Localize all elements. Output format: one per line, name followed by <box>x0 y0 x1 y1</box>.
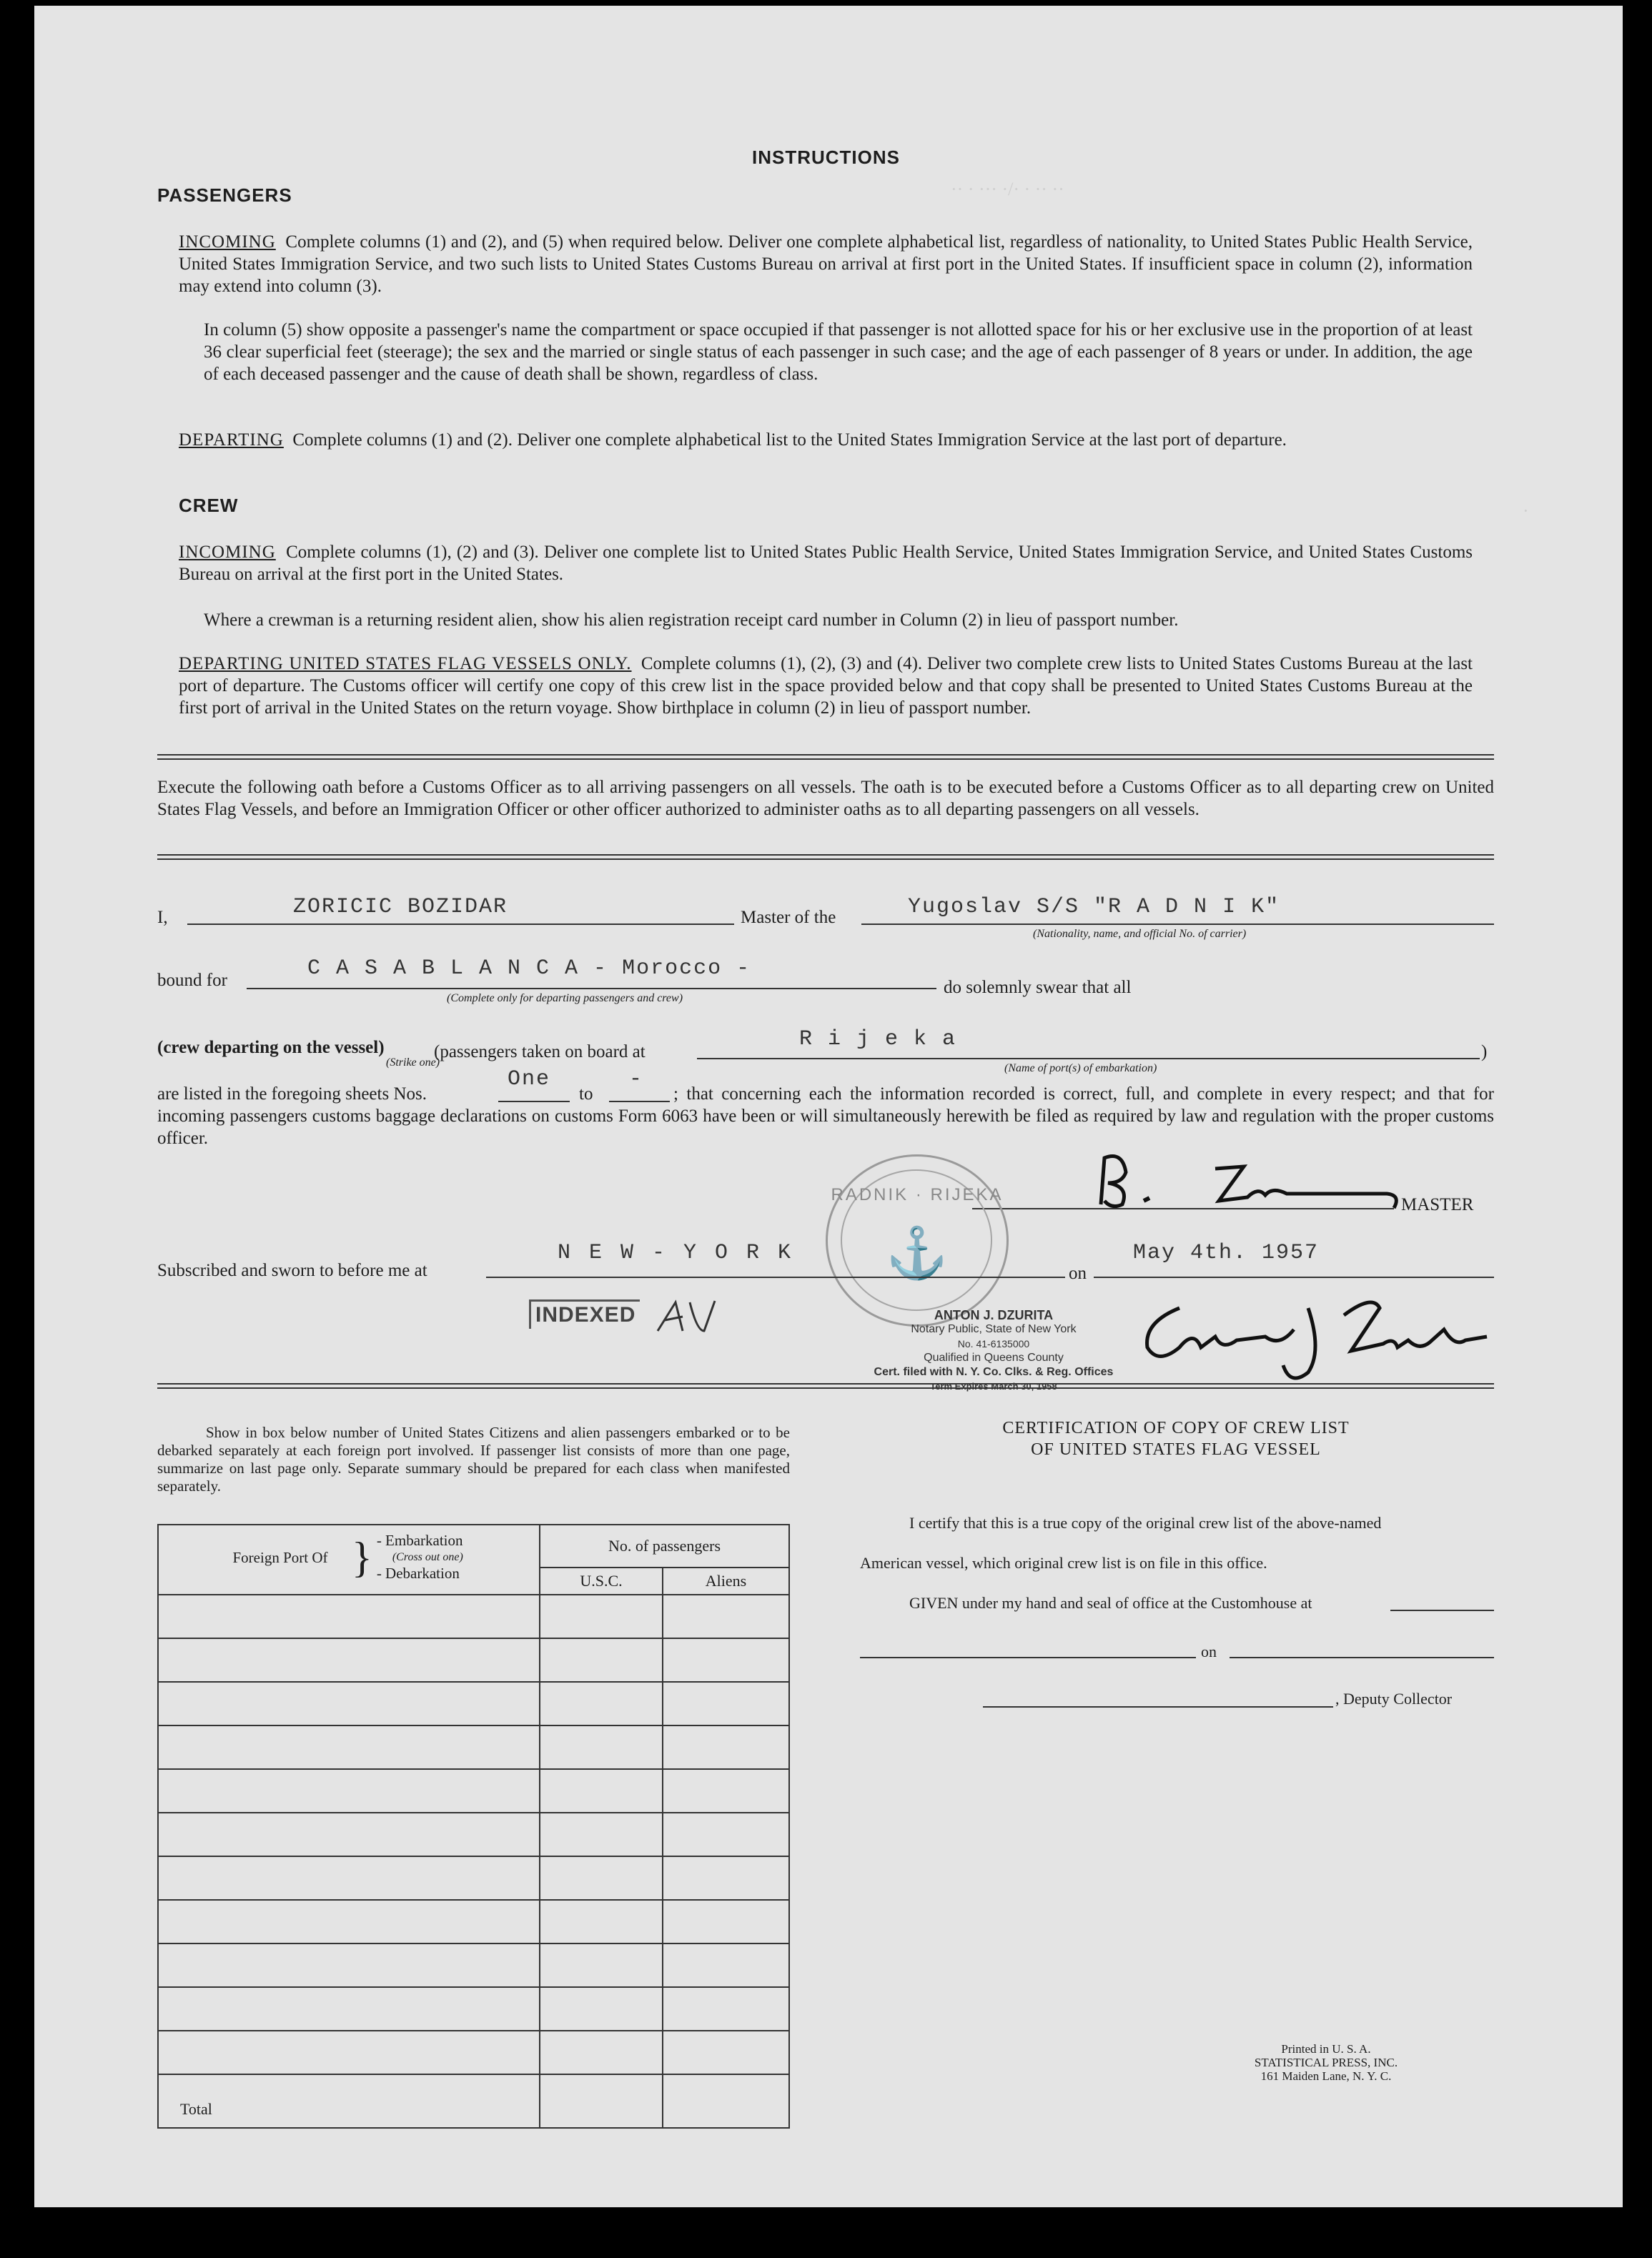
oath-instruction: Execute the following oath before a Customs Officer as to all arriving passengers on all vessels. The oath is to be executed before a Customs Officer as to all departing crew on United States Flag Vessels, and before an Immigration Officer or other officer authorized to administer oaths as to all departing passengers on all vessels. <box>157 778 1494 819</box>
indexed-initials <box>654 1295 718 1338</box>
port-value: R i j e k a <box>799 1027 957 1051</box>
master-signature <box>1072 1144 1408 1215</box>
destination-line <box>247 988 936 989</box>
passenger-departing-paragraph <box>179 429 1473 451</box>
notary-title: Notary Public, State of New York <box>911 1323 1077 1335</box>
flag-vessels-text: Complete columns (1), (2), (3) and (4). Deliver two complete crew lists to United States Customs Bureau at the last port of departure. The Customs officer will certify one copy of this crew list in the space provided below and that copy shall be presented to United States Customs Bureau at the first port of arrival in the United States on the return voyage. Show birthplace in column (2) in lieu of passport number. <box>179 654 1473 718</box>
table-row <box>158 1813 789 1856</box>
certification-title-line1: CERTIFICATION OF COPY OF CREW LIST <box>1002 1419 1350 1437</box>
oath-i-label: I, <box>157 908 168 927</box>
crew-incoming-label: INCOMING <box>179 543 276 562</box>
table-row <box>158 2031 789 2074</box>
vessel-value: Yugoslav S/S "R A D N I K" <box>908 895 1280 919</box>
indexed-stamp: INDEXED <box>529 1299 640 1329</box>
printer-line1: Printed in U. S. A. <box>1281 2042 1371 2056</box>
notary-county: Qualified in Queens County <box>924 1352 1064 1364</box>
no-passengers-header: No. of passengers <box>540 1525 789 1568</box>
bleed-through-mark: ·· · ··· ·/· · ·· ·· <box>951 179 1064 199</box>
sheet-from-value: One <box>508 1067 551 1091</box>
listed-sheets-label: are listed in the foregoing sheets Nos. <box>157 1084 427 1104</box>
aliens-header: Aliens <box>663 1568 789 1595</box>
crew-heading: CREW <box>179 495 239 516</box>
sworn-on-label: on <box>1069 1264 1087 1283</box>
master-name-line <box>187 923 734 925</box>
total-label: Total <box>158 2074 540 2128</box>
crew-incoming-text: Complete columns (1), (2) and (3). Deliver one complete list to United States Public Health Service, United States Immigration Service, and United States Customs Bureau on arrival at the first port in the United States. <box>179 543 1473 584</box>
certify-line2: American vessel, which original crew list is on file in this office. <box>860 1554 1267 1572</box>
departing-label: DEPARTING <box>179 430 284 450</box>
passenger-incoming-paragraph <box>179 231 1473 297</box>
bleed-through-mark: · <box>1523 500 1529 521</box>
table-row <box>158 1682 789 1725</box>
incoming-text: Complete columns (1) and (2), and (5) when required below. Deliver one complete alphabetical list, regardless of nationality, to United States Public Health Service, United States Immigration Service, and two such lists to United States Customs Bureau on arrival at first port in the United States. If insufficient space in column (2), information may extend into column (3). <box>179 232 1473 296</box>
table-row <box>158 1987 789 2031</box>
total-row <box>158 2074 789 2128</box>
sworn-date-value: May 4th. 1957 <box>1133 1241 1320 1265</box>
strike-caption: (Strike one) <box>386 1056 440 1069</box>
notary-name: ANTON J. DZURITA <box>934 1308 1054 1322</box>
cert-date-line <box>1230 1657 1494 1658</box>
listed-sheets-text: ; that concerning each the information recorded is correct, full, and complete in every respect; and that for incoming passengers customs baggage declarations on customs Form 6063 have been or will simultaneously herewith be filed as required by law and regulation with the proper customs officer. <box>157 1084 1494 1148</box>
foreign-port-label: Foreign Port Of <box>232 1548 328 1566</box>
sheet-to-label: to <box>579 1084 593 1104</box>
vessel-seal <box>826 1154 1009 1327</box>
certification-title <box>858 1417 1494 1460</box>
passengers-on-board-label: (passengers taken on board at <box>434 1042 646 1061</box>
summary-note: Show in box below number of United States Citizens and alien passengers embarked or to be debarked separately at each foreign port involved. If passenger list consists of more than one page, summarize on last page only. Separate summary should be prepared for each class when manifested separately. <box>157 1424 790 1495</box>
crew-departing-option: (crew departing on the vessel) <box>157 1038 385 1057</box>
bound-for-label: bound for <box>157 971 227 990</box>
sheet-to-value: - <box>629 1067 644 1091</box>
table-row <box>158 1856 789 1900</box>
crew-incoming-paragraph <box>179 541 1473 585</box>
destination-value: C A S A B L A N C A - Morocco - <box>307 956 751 981</box>
instructions-title: INSTRUCTIONS <box>752 147 900 168</box>
foreign-port-header <box>158 1525 540 1595</box>
table-row <box>158 1638 789 1682</box>
notary-number: No. 41-6135000 <box>957 1338 1030 1350</box>
given-under-line: GIVEN under my hand and seal of office at the Customhouse at <box>909 1594 1312 1612</box>
sworn-label: Subscribed and sworn to before me at <box>157 1261 427 1280</box>
passenger-summary-table <box>157 1524 790 2129</box>
returning-alien-paragraph: Where a crewman is a returning resident alien, show his alien registration receipt card number in Column (2) in lieu of passport number. <box>204 610 1179 630</box>
cert-place-line <box>860 1657 1196 1658</box>
sworn-place-line <box>486 1277 1065 1278</box>
seal-text: RADNIK · RIJEKA <box>831 1185 1004 1204</box>
customhouse-line <box>1390 1610 1494 1611</box>
printer-imprint <box>1237 2042 1415 2083</box>
port-caption: (Name of port(s) of embarkation) <box>1004 1062 1157 1074</box>
table-row <box>158 1725 789 1769</box>
deputy-collector-label: , Deputy Collector <box>1335 1690 1453 1708</box>
section-divider <box>157 754 1494 760</box>
master-label: MASTER <box>1401 1195 1474 1214</box>
sworn-place-value: N E W - Y O R K <box>558 1241 794 1265</box>
flag-vessels-paragraph <box>179 653 1473 719</box>
cross-out-caption: (Cross out one) <box>392 1551 463 1563</box>
column5-paragraph: In column (5) show opposite a passenger's name the compartment or space occupied if that passenger is not allotted space for his or her exclusive use in the proportion of at least 36 clear superficial feet (steerage); the sex and the married or single status of each passenger in such case; and the age of each passenger of 8 years or under. In addition, the age of each deceased passenger and the cause of death shall be shown, regardless of class. <box>204 320 1473 384</box>
vessel-line <box>861 923 1494 925</box>
master-of-label: Master of the <box>741 908 836 927</box>
passengers-heading: PASSENGERS <box>157 184 292 206</box>
embarkation-label: - Embarkation <box>376 1532 463 1549</box>
certification-title-line2: OF UNITED STATES FLAG VESSEL <box>1031 1440 1321 1459</box>
departing-text: Complete columns (1) and (2). Deliver one complete alphabetical list to the United States Immigration Service at the last port of departure. <box>292 430 1287 450</box>
notary-expiry: Term Expires March 30, 1958 <box>930 1381 1057 1392</box>
section-divider <box>157 1383 1494 1389</box>
anchor-icon: ⚓ <box>886 1227 949 1282</box>
vessel-caption: (Nationality, name, and official No. of carrier) <box>1033 928 1247 940</box>
notary-stamp <box>836 1308 1151 1394</box>
incoming-label: INCOMING <box>179 232 276 252</box>
port-close-paren: ) <box>1481 1042 1488 1061</box>
debarkation-label: - Debarkation <box>376 1565 460 1582</box>
usc-header: U.S.C. <box>540 1568 663 1595</box>
cert-on-label: on <box>1201 1643 1217 1660</box>
solemnly-swear-label: do solemnly swear that all <box>944 978 1132 997</box>
sworn-date-line <box>1094 1277 1494 1278</box>
certify-line1: I certify that this is a true copy of the original crew list of the above-named <box>909 1514 1382 1532</box>
flag-vessels-label: DEPARTING UNITED STATES FLAG VESSELS ONLY. <box>179 654 632 673</box>
master-signature-line <box>972 1208 1394 1209</box>
notary-certification: Cert. filed with N. Y. Co. Clks. & Reg. Offices <box>874 1366 1114 1378</box>
notary-signature <box>1137 1279 1494 1387</box>
port-line <box>697 1058 1480 1059</box>
brace-icon: } <box>352 1533 372 1581</box>
table-row <box>158 1900 789 1943</box>
table-row <box>158 1943 789 1987</box>
table-row <box>158 1595 789 1638</box>
table-row <box>158 1769 789 1813</box>
printer-line3: 161 Maiden Lane, N. Y. C. <box>1260 2069 1392 2083</box>
printer-line2: STATISTICAL PRESS, INC. <box>1254 2056 1398 2069</box>
deputy-collector-line <box>983 1706 1333 1708</box>
master-name-value: ZORICIC BOZIDAR <box>293 895 508 919</box>
section-divider <box>157 854 1494 860</box>
destination-caption: (Complete only for departing passengers and crew) <box>447 992 683 1004</box>
